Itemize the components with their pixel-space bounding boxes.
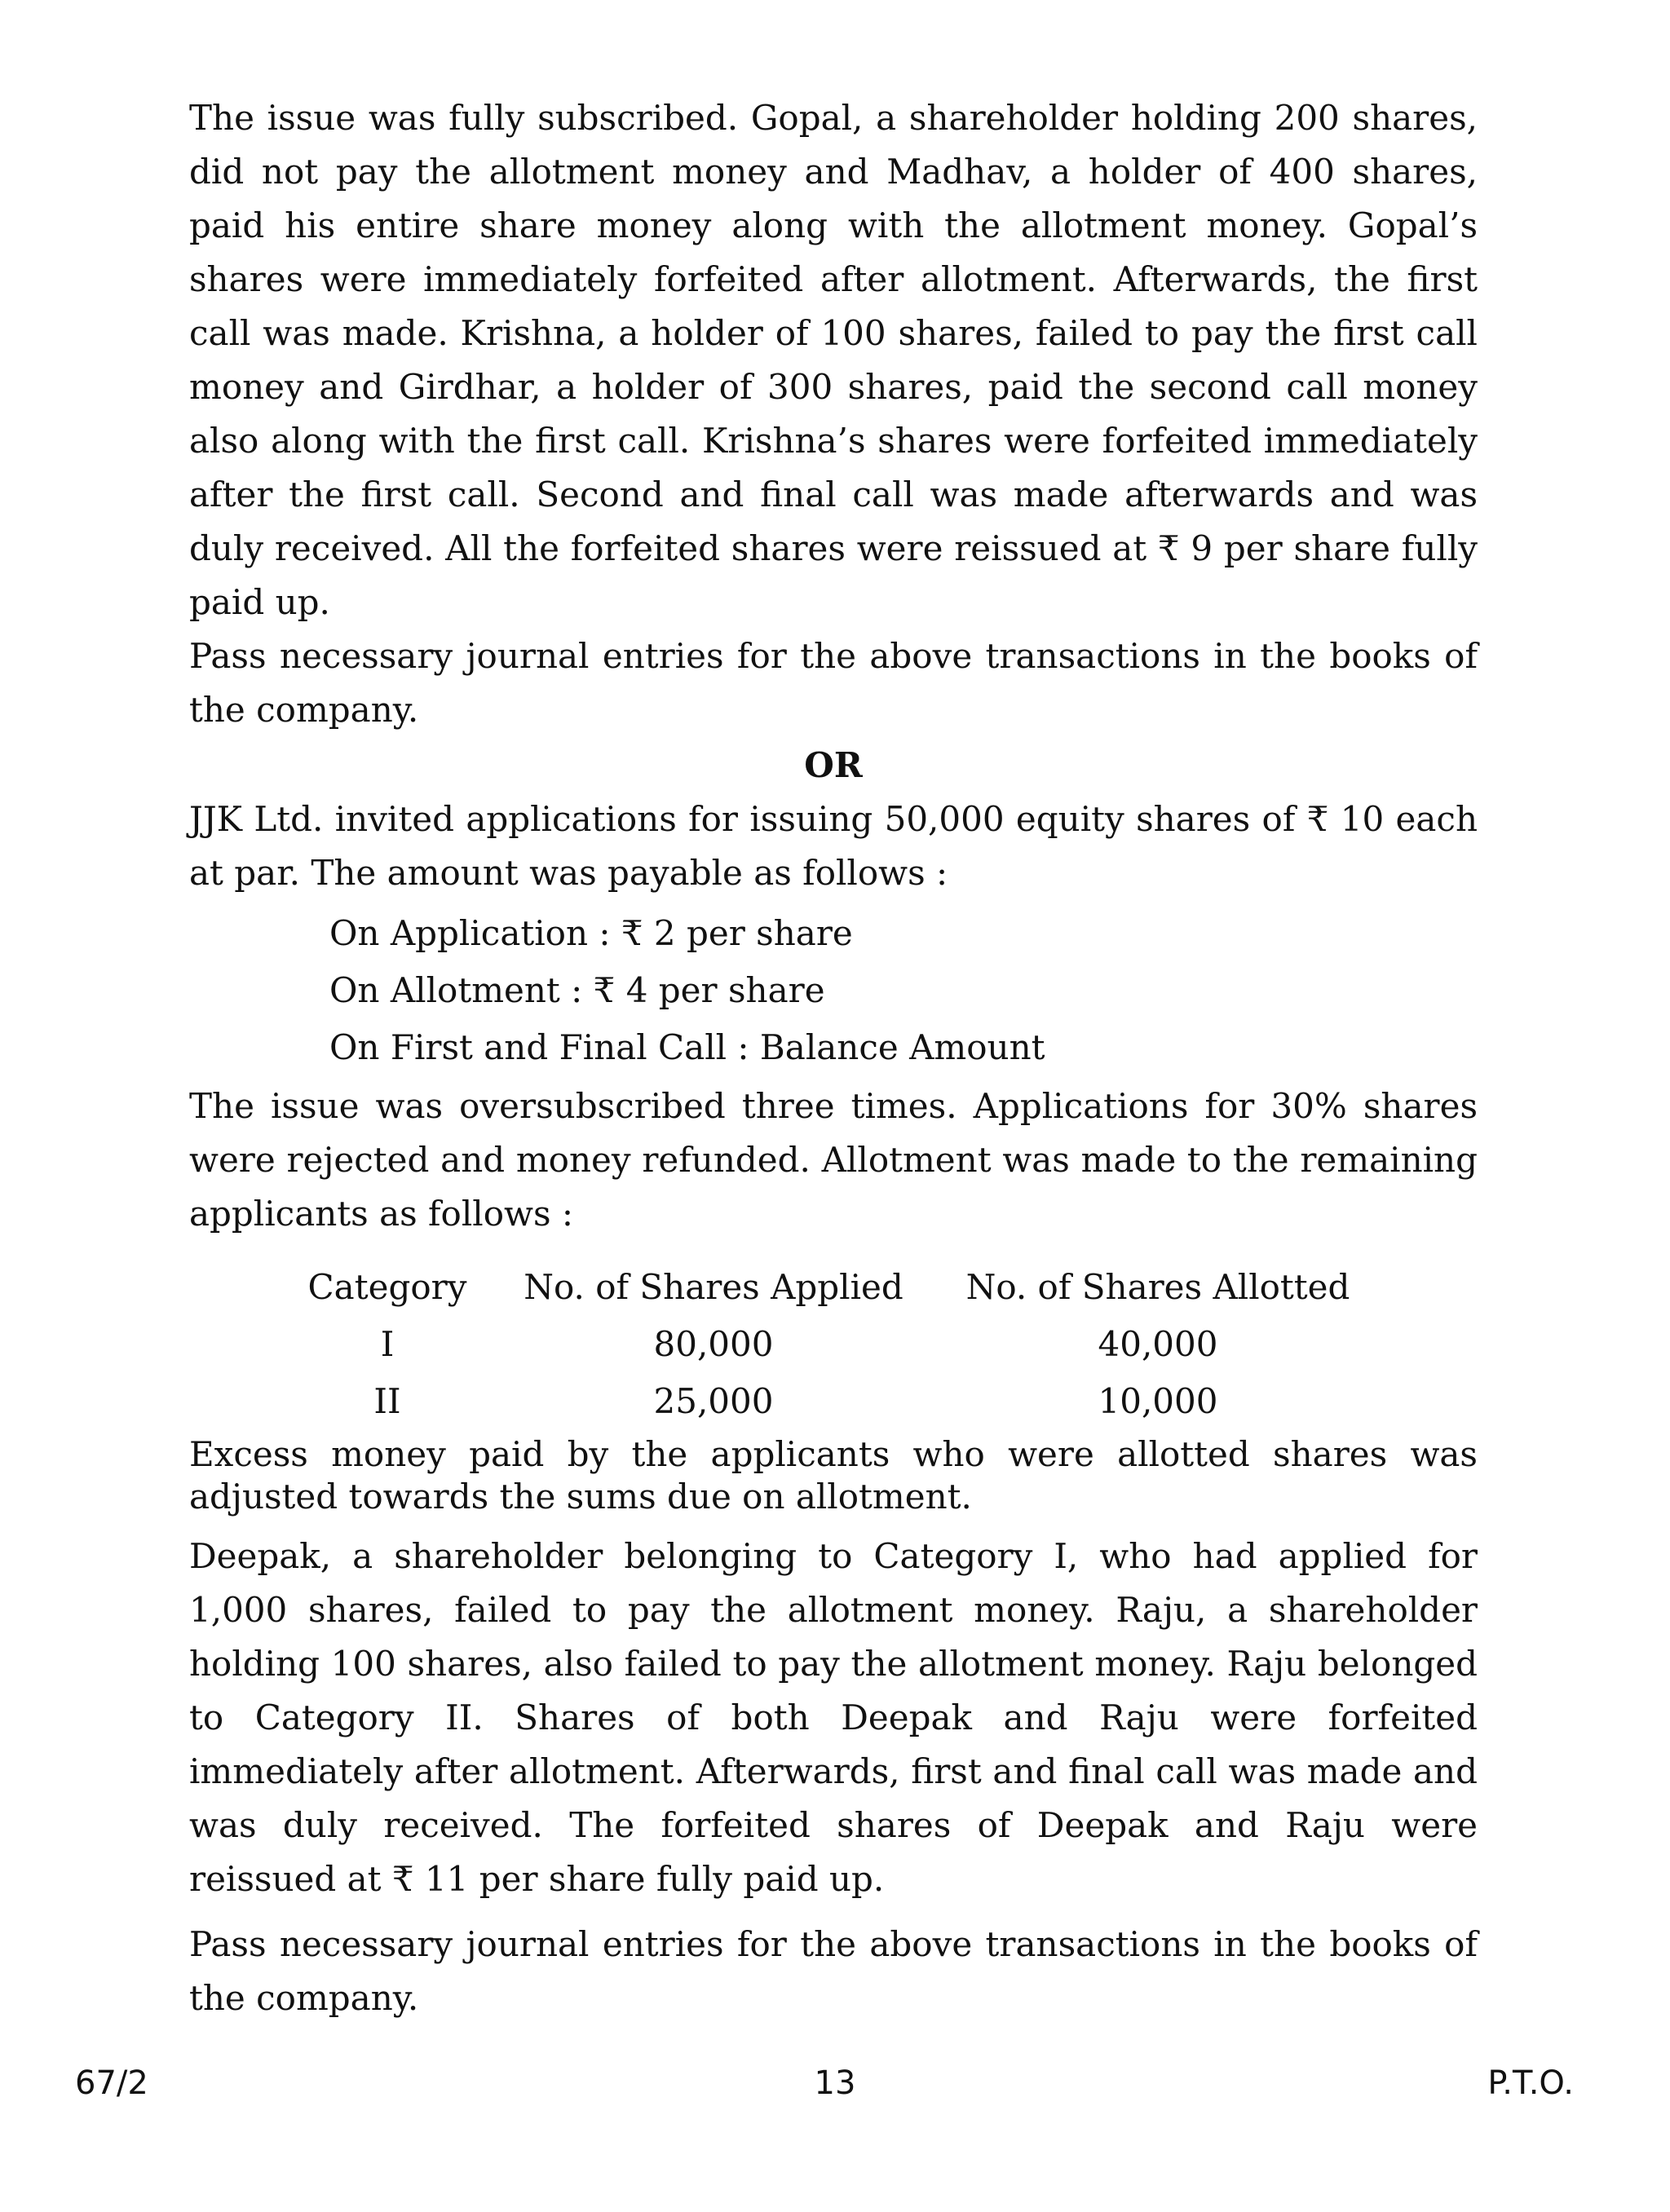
page-footer (0, 2064, 1670, 2113)
header-category: Category (307, 1267, 467, 1307)
cell-applied: 80,000 (653, 1324, 774, 1364)
header-shares-allotted: No. of Shares Allotted (965, 1267, 1350, 1307)
cell-category: II (373, 1381, 401, 1421)
please-turn-over: P.T.O. (1487, 2064, 1574, 2102)
table-row (294, 1373, 1370, 1430)
cell-applied: 25,000 (653, 1381, 774, 1421)
alternative-intro: JJK Ltd. invited applications for issuing 50,000 equity shares of ₹ 10 each at par. The amount was payable as follows : (189, 799, 1478, 893)
cell-category: I (380, 1324, 395, 1364)
table-header-row (294, 1259, 1370, 1316)
term-application: On Application : ₹ 2 per share (329, 913, 853, 953)
cell-allotted: 10,000 (1098, 1381, 1218, 1421)
term-first-final-call: On First and Final Call : Balance Amount (329, 1027, 1045, 1067)
question-body (189, 91, 1478, 2025)
term-allotment: On Allotment : ₹ 4 per share (329, 970, 825, 1010)
instruction-paragraph-2: Pass necessary journal entries for the above transactions in the books of the company. (189, 1924, 1478, 2018)
header-shares-applied: No. of Shares Applied (524, 1267, 903, 1307)
table-row (294, 1316, 1370, 1373)
excess-money-paragraph: Excess money paid by the applicants who were allotted shares was adjusted towards the sums due on allotment. (189, 1434, 1478, 1517)
page-number: 13 (814, 2064, 856, 2102)
intro-paragraph: The issue was fully subscribed. Gopal, a shareholder holding 200 shares, did not pay the allotment money and Madhav, a holder of 400 shares, paid his entire share money along with the allotment money. Gopal’s shares were immediately forfeited after allotment. Afterwards, the first call was made. Krishna, a holder of 100 shares, failed to pay the first call money and Girdhar, a holder of 300 shares, paid the second call money also along with the first call. Krishna’s shares were forfeited immediately after the first call. Second and final call was made afterwards and was duly received. All the forfeited shares were reissued at ₹ 9 per share fully paid up. (189, 98, 1478, 622)
instruction-paragraph: Pass necessary journal entries for the above transactions in the books of the company. (189, 636, 1478, 730)
allotment-table (294, 1259, 1370, 1430)
oversubscription-paragraph: The issue was oversubscribed three times. Applications for 30% shares were rejected and money refunded. Allotment was made to the remaining applicants as follows : (189, 1086, 1478, 1234)
paper-code: 67/2 (75, 2064, 148, 2102)
or-separator: OR (804, 745, 863, 785)
cell-allotted: 40,000 (1098, 1324, 1218, 1364)
forfeiture-paragraph: Deepak, a shareholder belonging to Category I, who had applied for 1,000 shares, failed to pay the allotment money. Raju, a shareholder holding 100 shares, also failed to pay the allotment money. Raju belonged to Category II. Shares of both Deepak and Raju were forfeited immediately after allotment. Afterwards, first and final call was made and was duly received. The forfeited shares of Deepak and Raju were reissued at ₹ 11 per share fully paid up. (189, 1536, 1478, 1899)
payment-terms (329, 905, 1478, 1076)
